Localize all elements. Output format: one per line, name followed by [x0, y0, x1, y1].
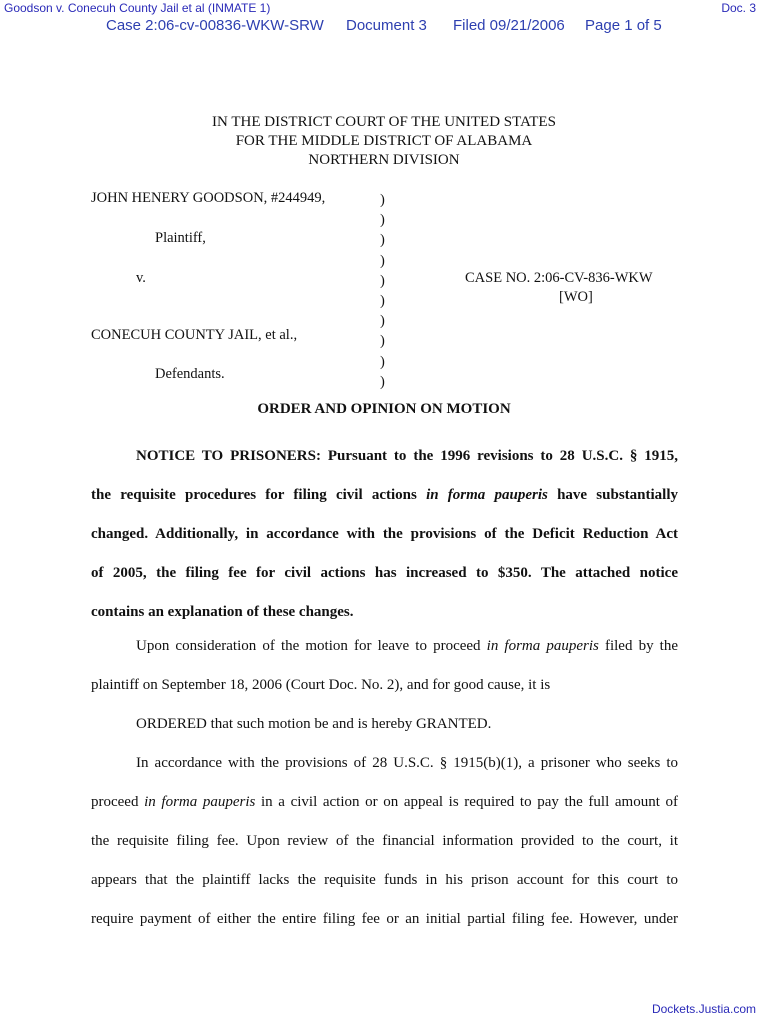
caption-parentheses: ) ) ) ) ) ) ) ) ) ): [380, 192, 385, 390]
plaintiff-name: JOHN HENERY GOODSON, #244949,: [91, 190, 326, 206]
stamp-document: Document 3: [346, 17, 427, 34]
stamp-filed-date: Filed 09/21/2006: [453, 17, 565, 34]
case-title-link[interactable]: Goodson v. Conecuh County Jail et al (INMATE 1): [4, 1, 271, 15]
doc-number-link[interactable]: Doc. 3: [721, 1, 756, 15]
stamp-page: Page 1 of 5: [585, 17, 662, 34]
defendant-label: Defendants.: [155, 366, 225, 382]
paragraph-motion: Upon consideration of the motion for leave to proceed in forma pauperis filed by the plaintiff on September 18, 2006 (Court Doc. No. 2), and for good cause, it is ORDERED that such motion be and is hereby GRANTED. In accordance with the provisions of 28 U.S.C. § 1915(b)(1), a prisoner who seeks to proceed in forma pauperis in a civil action or on appeal is required to pay the full amount of the requisite filing fee. Upon review of the financial information provided to the court, it appears that the plaintiff lacks the requisite funds in his prison account for this court to require payment of either the entire filing fee or an initial partial filing fee. However, under: [91, 638, 679, 927]
ordered-granted: ORDERED that such motion be and is hereby GRANTED.: [136, 716, 492, 732]
notice-to-prisoners: NOTICE TO PRISONERS: Pursuant to the 1996 revisions to 28 U.S.C. § 1915, the requisite procedures for filing civil actions in forma pauperis have substantially changed. Additionally, in accordance with the provisions of the Deficit Reduction Act of 2005, the filing fee for civil actions has increased to $350. The attached notice contains an explanation of these changes.: [91, 448, 679, 620]
court-name-line1: IN THE DISTRICT COURT OF THE UNITED STATES: [212, 114, 556, 130]
court-name-line2: FOR THE MIDDLE DISTRICT OF ALABAMA: [235, 133, 533, 149]
case-number: CASE NO. 2:06-CV-836-WKW: [465, 270, 653, 286]
stamp-case-number: Case 2:06-cv-00836-WKW-SRW: [106, 17, 324, 34]
defendant-name: CONECUH COUNTY JAIL, et al.,: [91, 327, 298, 343]
order-title: ORDER AND OPINION ON MOTION: [257, 401, 511, 417]
justia-footer-link[interactable]: Dockets.Justia.com: [651, 1002, 756, 1016]
wo-designation: [WO]: [559, 289, 593, 305]
versus: v.: [136, 270, 146, 286]
plaintiff-label: Plaintiff,: [155, 230, 206, 246]
court-division: NORTHERN DIVISION: [308, 152, 460, 168]
